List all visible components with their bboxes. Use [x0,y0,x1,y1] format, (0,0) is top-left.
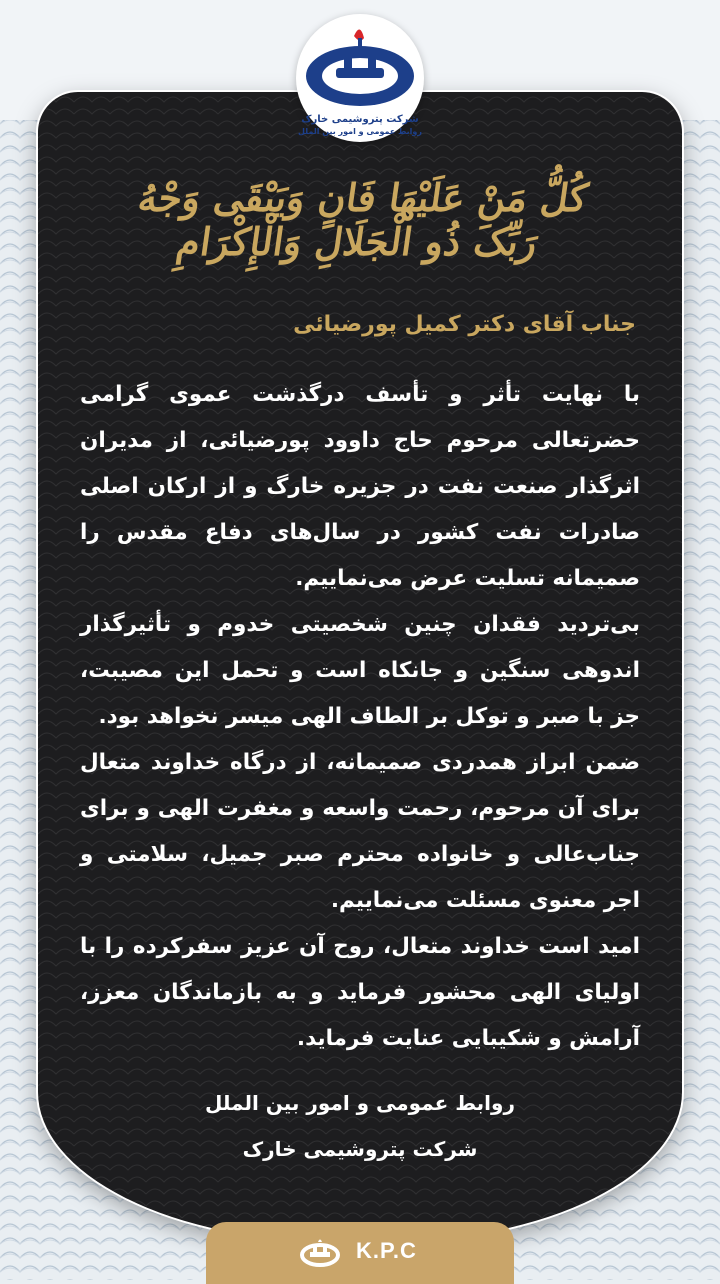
signature-company: شرکت پتروشیمی خارک [242,1137,478,1161]
message-paragraph: امید است خداوند متعال، روح آن عزیز سفرکرده را با اولیای الهی محشور فرماید و به بازماندگان معزز، آرامش و شکیبایی عنایت فرماید. [80,934,640,1051]
message-paragraph: بی‌تردید فقدان چنین شخصیتی خدوم و تأثیرگذار اندوهی سنگین و جانکاه است و تحمل این مصیبت، جز با صبر و توکل بر الطاف الهی میسر نخواهد بود. [80,612,640,729]
company-logo [296,14,424,142]
quran-verse-calligraphy: کُلُّ مَنْ عَلَیْهَا فَانٍ وَیَبْقَی وَجْهُ رَبِّکَ ذُو الْجَلَالِ وَالْإِکْرَامِ [135,175,591,264]
message-paragraph: ضمن ابراز همدردی صمیمانه، از درگاه خداوند متعال برای آن مرحوم، رحمت واسعه و مغفرت الهی و برای جناب‌عالی و خانواده محترم صبر جمیل، سلامتی و اجر معنوی مسئلت می‌نماییم. [80,750,640,913]
signature-block [160,1080,560,1172]
logo-department-name: روابط عمومی و امور بین الملل [298,127,422,136]
message-paragraph: با نهایت تأثر و تأسف درگذشت عموی گرامی حضرتعالی مرحوم حاج داوود پورضیائی، از مدیران اثرگذار صنعت نفت در جزیره خارگ و از ارکان اصلی صادرات نفت کشور در سال‌های دفاع مقدس را صمیمانه تسلیت عرض می‌نماییم. [80,382,640,591]
condolence-message [80,372,640,1062]
logo-company-name: شرکت پتروشیمی خارک [301,114,419,125]
kpc-small-logo-icon [300,1238,340,1268]
signature-department: روابط عمومی و امور بین الملل [205,1091,515,1115]
footer-label: K.P.C [356,1238,417,1263]
addressee-title: جناب آقای دکتر کمیل پورضیائی [293,312,636,337]
footer-badge [206,1222,514,1284]
